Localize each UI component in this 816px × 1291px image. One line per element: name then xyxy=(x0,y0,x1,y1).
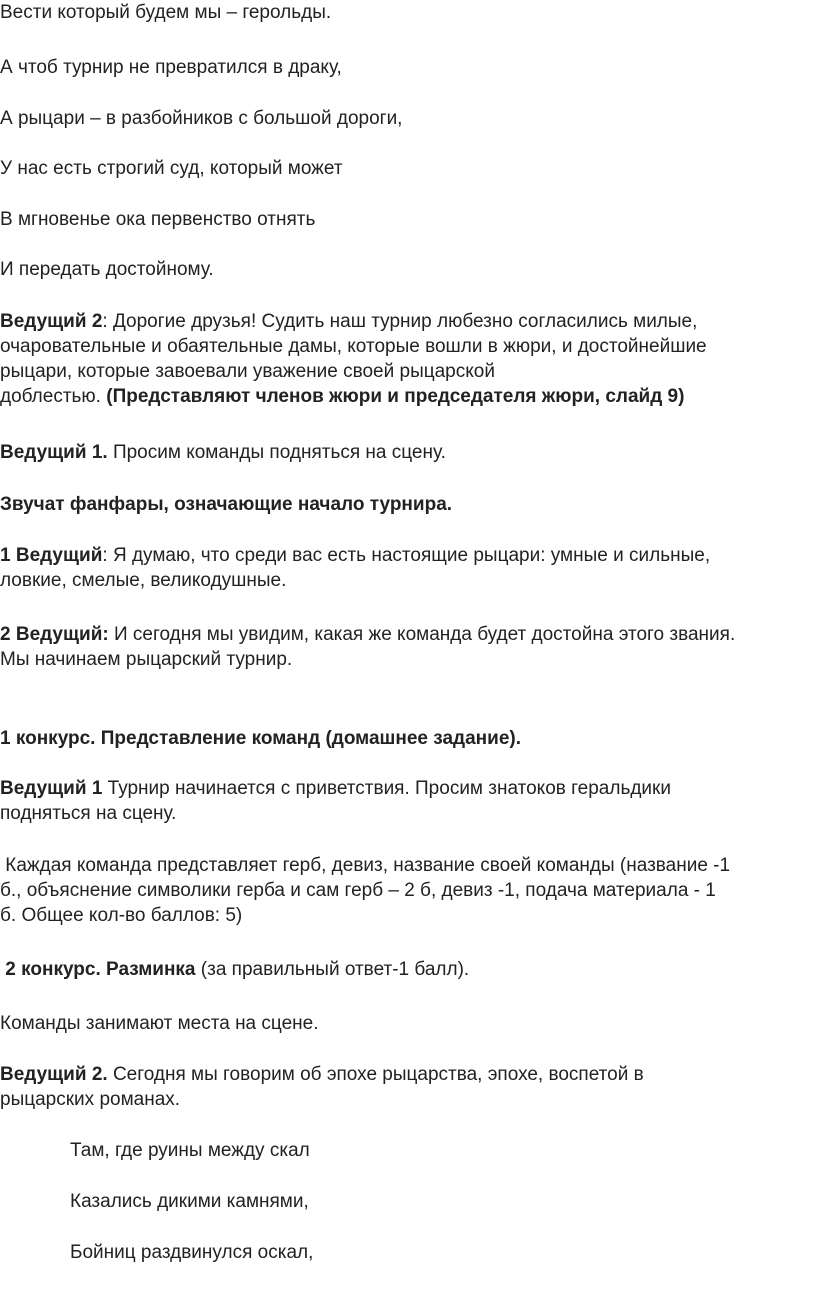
speaker-label: 2 Ведущий: xyxy=(0,624,109,645)
contest-2-title: 2 конкурс. Разминка xyxy=(0,959,196,980)
verse-line-1: Вести который будем мы – герольды. xyxy=(0,2,332,23)
contest-1-title: 1 конкурс. Представление команд (домашнее задание). xyxy=(0,728,521,749)
paragraph-jury-row-1 xyxy=(0,309,816,334)
verse-line-3: А рыцари – в разбойников с большой дороги, xyxy=(0,108,403,129)
fanfare-text: Звучат фанфары, означающие начало турнира. xyxy=(0,494,453,515)
poem-line-2: Казались дикими камнями, xyxy=(70,1191,309,1212)
paragraph-rules-row-1: Каждая команда представляет герб, девиз, название своей команды (название -1 xyxy=(0,855,731,876)
speaker-label: Ведущий 1. xyxy=(0,442,108,463)
verse-line-2: А чтоб турнир не превратился в драку, xyxy=(0,57,342,78)
paragraph-knights-row-1 xyxy=(0,543,816,568)
paragraph-jury-row-2: очаровательные и обаятельные дамы, которые вошли в жюри, и достойнейшие xyxy=(0,336,707,357)
contest-1-heading xyxy=(0,726,521,751)
poem-line-3: Бойниц раздвинулся оскал, xyxy=(70,1242,314,1263)
paragraph-epoch xyxy=(0,1062,816,1112)
speaker-label: Ведущий 2 xyxy=(0,311,103,332)
paragraph-begin xyxy=(0,622,816,672)
paragraph-rules xyxy=(0,853,816,928)
stage-direction: (Представляют членов жюри и председателя жюри, слайд 9) xyxy=(106,386,685,407)
paragraph-begin-row-1 xyxy=(0,622,816,647)
speaker-label: Ведущий 2. xyxy=(0,1064,108,1085)
paragraph-heraldry xyxy=(0,776,816,826)
verse-line-4: У нас есть строгий суд, который может xyxy=(0,158,343,179)
paragraph-rules-row-3: б. Общее кол-во баллов: 5) xyxy=(0,905,243,926)
paragraph-knights-row-2: ловкие, смелые, великодушные. xyxy=(0,570,287,591)
paragraph-rules-row-2: б., объяснение символики герба и сам герб – 2 б, девиз -1, подача материала - 1 xyxy=(0,880,716,901)
contest-2-heading xyxy=(0,957,469,982)
poem-line-1: Там, где руины между скал xyxy=(70,1140,310,1161)
contest-2-note: (за правильный ответ-1 балл). xyxy=(195,959,470,980)
teams-direction: Команды занимают места на сцене. xyxy=(0,1013,319,1034)
speaker-label: Ведущий 1 xyxy=(0,778,103,799)
paragraph-heraldry-row-2: подняться на сцену. xyxy=(0,803,177,824)
paragraph-epoch-row-1 xyxy=(0,1062,816,1087)
paragraph-jury-row-3: рыцари, которые завоевали уважение своей рыцарской xyxy=(0,361,495,382)
paragraph-text: Просим команды подняться на сцену. xyxy=(107,442,446,463)
paragraph-epoch-row-2: рыцарских романах. xyxy=(0,1089,181,1110)
paragraph-text: Турнир начинается с приветствия. Просим знатоков геральдики xyxy=(102,778,671,799)
paragraph-stage xyxy=(0,440,446,465)
speaker-label: 1 Ведущий xyxy=(0,545,103,566)
paragraph-heraldry-row-1 xyxy=(0,776,816,801)
paragraph-text: : Я думаю, что среди вас есть настоящие рыцари: умные и сильные, xyxy=(102,545,711,566)
fanfare-direction xyxy=(0,492,452,517)
paragraph-text: доблестью. xyxy=(0,386,107,407)
paragraph-jury xyxy=(0,309,816,409)
verse-line-6: И передать достойному. xyxy=(0,259,214,280)
paragraph-knights xyxy=(0,543,816,593)
paragraph-begin-row-2: Мы начинаем рыцарский турнир. xyxy=(0,649,293,670)
paragraph-text: Сегодня мы говорим об эпохе рыцарства, эпохе, воспетой в xyxy=(107,1064,644,1085)
paragraph-text: : Дорогие друзья! Судить наш турнир любезно согласились милые, xyxy=(102,311,698,332)
verse-line-5: В мгновенье ока первенство отнять xyxy=(0,209,316,230)
paragraph-text: И сегодня мы увидим, какая же команда будет достойна этого звания. xyxy=(108,624,736,645)
paragraph-jury-row-4 xyxy=(0,384,816,409)
